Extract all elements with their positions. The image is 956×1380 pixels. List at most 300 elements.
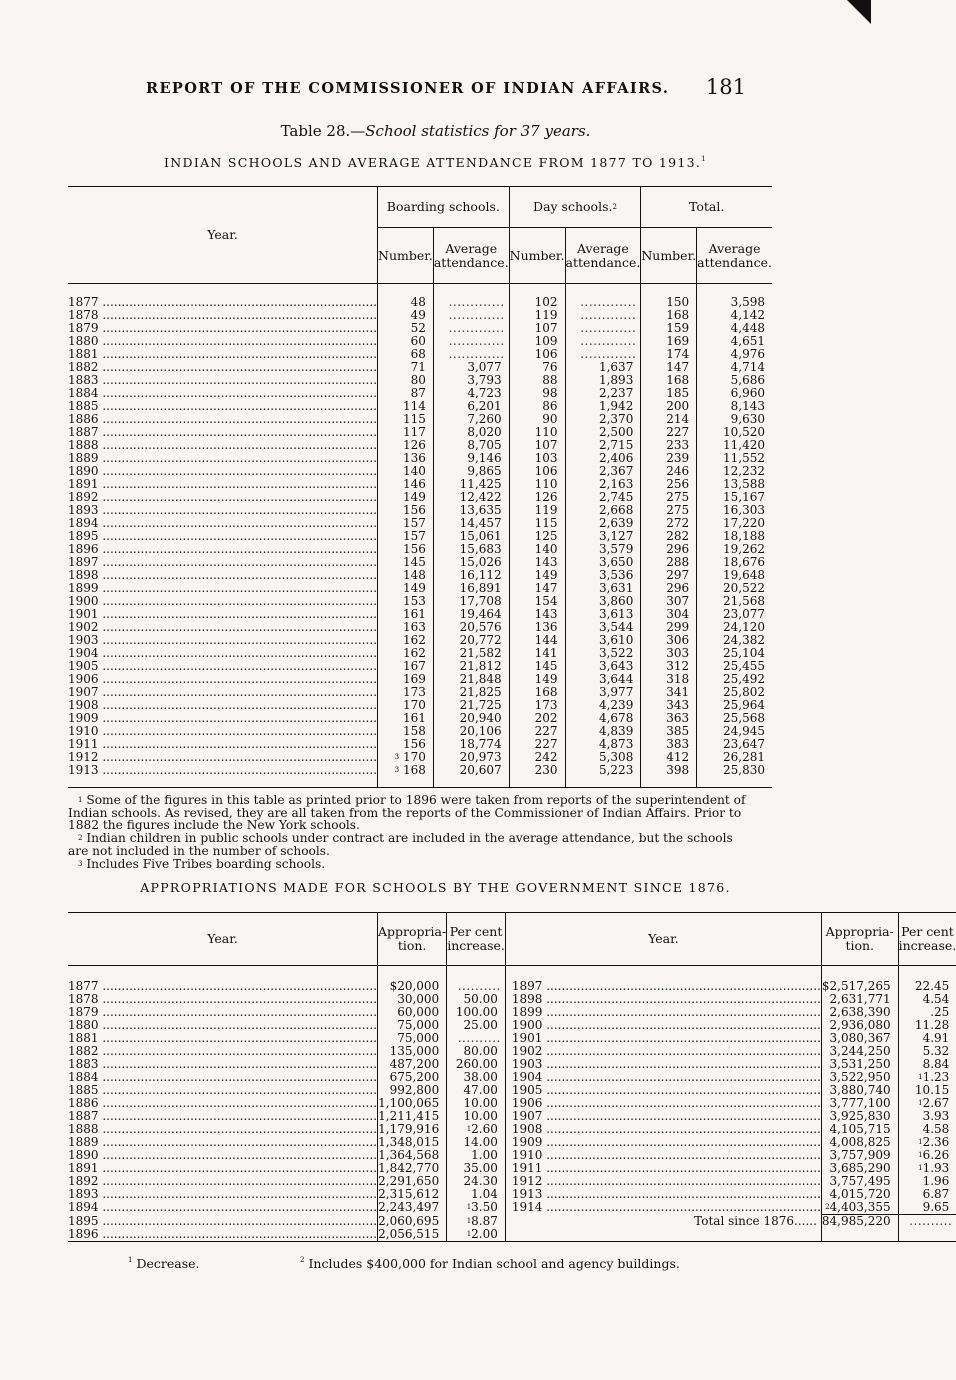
- boarding-number-value: 167: [402, 659, 426, 673]
- right-pct-value: 22.45: [914, 979, 950, 993]
- total-number-value: 272: [666, 516, 690, 530]
- right-appropriation-cell: [821, 966, 898, 994]
- col-day-mark: 2: [612, 203, 617, 211]
- left-appropriation-value: 1,100,065: [378, 1096, 440, 1110]
- year-value: 1879 .....: [68, 321, 377, 335]
- boarding-attendance-value: 3,077: [467, 360, 502, 374]
- footnote-2: [68, 832, 748, 857]
- col-day-text: Day schools.: [533, 199, 613, 214]
- year-value: 1886 .....: [68, 412, 377, 426]
- boarding-number-value: 161: [402, 607, 426, 621]
- empty-dots: ..........: [457, 979, 501, 993]
- page-corner-mark: [847, 0, 871, 24]
- boarding-number-value: 170: [402, 698, 426, 712]
- footnote-decrease: [128, 1256, 199, 1271]
- year-value: 1907 .....: [68, 685, 377, 699]
- year-value: 1887 .....: [68, 425, 377, 439]
- caption-italic: School statistics for 37 years.: [365, 122, 591, 140]
- col-boarding-header: Boarding schools.: [378, 187, 510, 228]
- footnote-1-text: Some of the figures in this table as printed prior to 1896 were taken from reports of the superintendent of Indian schools. As revised, they are all taken from the reports of the Commissioner of Indian Affairs. Prior to 1882 the figures include the New York schools.: [68, 793, 746, 833]
- day-number-value: 106: [534, 347, 558, 361]
- total-number-value: 185: [666, 386, 690, 400]
- boarding-number-value: 60: [410, 334, 426, 348]
- right-appropriation-value: 3,777,100: [829, 1096, 891, 1110]
- total-number-value: 174: [666, 347, 690, 361]
- right-year-value: 1913 .....: [512, 1187, 821, 1201]
- left-pct-value: 50.00: [463, 992, 498, 1006]
- total-attendance-value: 23,647: [722, 737, 765, 751]
- boarding-number-value: 156: [402, 737, 426, 751]
- table1-subtitle-mark: 1: [701, 155, 707, 163]
- total-attendance-value: 9,630: [730, 412, 765, 426]
- total-attendance-value: 12,232: [722, 464, 765, 478]
- year-value: 1890 .....: [68, 464, 377, 478]
- total-number-value: 233: [666, 438, 690, 452]
- col-day-header: [509, 187, 641, 228]
- total-attendance-value: 5,686: [730, 373, 765, 387]
- year-value: 1880 .....: [68, 334, 377, 348]
- total-value-cell: [821, 1215, 898, 1242]
- table1-footnotes: [68, 794, 748, 870]
- boarding-number-value: 149: [402, 581, 426, 595]
- right-appropriation-value: 3,522,950: [829, 1070, 891, 1084]
- total-attendance-value: 21,568: [722, 594, 765, 608]
- total-number-value: 412: [666, 750, 690, 764]
- total-attendance-value: 6,960: [730, 386, 765, 400]
- right-pct-value: 2.67: [922, 1096, 950, 1110]
- boarding-number-value: 168: [402, 763, 426, 777]
- caption-prefix: Table 28.—: [280, 122, 366, 140]
- boarding-attendance-value: 11,425: [459, 477, 502, 491]
- day-attendance-value: 3,631: [598, 581, 634, 595]
- right-year-value: 1902 .....: [512, 1044, 821, 1058]
- day-number-value: 147: [534, 581, 558, 595]
- day-attendance-value: 3,644: [598, 672, 634, 686]
- right-year-value: 1899 .....: [512, 1005, 821, 1019]
- year-value: 1902 .....: [68, 620, 377, 634]
- boarding-attendance-value: 12,422: [459, 490, 502, 504]
- table-row: [68, 764, 772, 788]
- left-appropriation-cell: [378, 1188, 447, 1201]
- footnote-3: [68, 858, 748, 871]
- right-appropriation-value: $2,517,265: [821, 979, 891, 993]
- table1-subtitle-text: INDIAN SCHOOLS AND AVERAGE ATTENDANCE FROM 1877 TO 1913.: [164, 155, 702, 170]
- right-year-value: 1908 .....: [512, 1122, 821, 1136]
- right-year-value: 1904 .....: [512, 1070, 821, 1084]
- left-year-value: 1877 .....: [68, 979, 377, 993]
- decrease-mark: 1: [918, 1151, 923, 1159]
- left-appropriation-value: 75,000: [397, 1031, 440, 1045]
- boarding-number-value: 117: [402, 425, 426, 439]
- day-attendance-cell: [565, 764, 641, 788]
- empty-dots: .............: [448, 295, 505, 309]
- boarding-number-header: Number.: [378, 228, 434, 284]
- day-attendance-value: 4,839: [598, 724, 634, 738]
- total-attendance-value: 4,976: [730, 347, 765, 361]
- table2-title: APPROPRIATIONS MADE FOR SCHOOLS BY THE GOVERNMENT SINCE 1876.: [140, 880, 731, 895]
- total-number-value: 307: [666, 594, 690, 608]
- left-year-value: 1883 .....: [68, 1057, 377, 1071]
- day-number-value: 149: [534, 672, 558, 686]
- left-pct-value: 47.00: [463, 1083, 498, 1097]
- total-attendance-value: 11,552: [722, 451, 765, 465]
- right-pct-value: 10.15: [914, 1083, 950, 1097]
- right-pct-value: 3.93: [922, 1109, 950, 1123]
- boarding-avg-header: Average attendance.: [433, 228, 509, 284]
- right-pct-value: 4.58: [922, 1122, 950, 1136]
- left-appropriation-value: 2,243,497: [378, 1200, 440, 1215]
- footnote-decrease-text: Decrease.: [136, 1256, 200, 1271]
- decrease-mark: 1: [918, 1099, 923, 1107]
- left-appropriation-value: 75,000: [397, 1018, 440, 1032]
- total-attendance-value: 25,492: [722, 672, 765, 686]
- empty-dots: .............: [580, 321, 637, 335]
- total-number-value: 200: [666, 399, 690, 413]
- left-pct-value: 10.00: [463, 1109, 498, 1123]
- day-number-value: 173: [534, 698, 558, 712]
- right-pct-cell: [898, 966, 956, 994]
- left-appropriation-cell: [378, 1201, 447, 1215]
- left-pct-value: 38.00: [463, 1070, 498, 1084]
- empty-dots: .............: [580, 308, 637, 322]
- left-year-value: 1879 .....: [68, 1005, 377, 1019]
- year-value: 1912 .....: [68, 750, 377, 764]
- year-value: 1881 .....: [68, 347, 377, 361]
- left-appropriation-value: 30,000: [397, 992, 440, 1006]
- left-year-value: 1890 .....: [68, 1148, 377, 1162]
- appr-left-pct-header: Per cent increase.: [447, 913, 506, 966]
- left-appropriation-value: 1,842,770: [378, 1161, 440, 1175]
- boarding-number-value: 136: [402, 451, 426, 465]
- day-attendance-value: 2,639: [598, 516, 634, 530]
- year-value: 1884 .....: [68, 386, 377, 400]
- table1-subtitle: [0, 155, 871, 170]
- total-attendance-value: 4,651: [730, 334, 765, 348]
- day-number-value: 126: [534, 490, 558, 504]
- right-year-cell: [505, 1201, 821, 1215]
- day-attendance-value: 2,370: [598, 412, 634, 426]
- day-number-value: 202: [534, 711, 558, 725]
- day-attendance-value: 2,237: [598, 386, 634, 400]
- total-number-value: 227: [666, 425, 690, 439]
- total-number-value: 306: [666, 633, 690, 647]
- left-pct-value: 2.60: [471, 1122, 498, 1136]
- total-number-value: 147: [666, 360, 690, 374]
- left-year-value: 1893 .....: [68, 1187, 377, 1201]
- right-year-value: 1897 .....: [512, 979, 821, 993]
- total-attendance-value: 10,520: [722, 425, 765, 439]
- school-statistics-table: [68, 186, 772, 788]
- table-row: [68, 1188, 956, 1201]
- footnote-decrease-mark: 1: [128, 1256, 133, 1264]
- day-attendance-value: 3,613: [598, 607, 634, 621]
- day-number-value: 227: [534, 724, 558, 738]
- right-year-value: 1912 .....: [512, 1174, 821, 1188]
- day-number-value: 144: [534, 633, 558, 647]
- table-row: [68, 1201, 956, 1215]
- total-number-value: 275: [666, 490, 690, 504]
- left-year-value: 1884 .....: [68, 1070, 377, 1084]
- total-attendance-value: 19,262: [722, 542, 765, 556]
- right-pct-value: 1.93: [922, 1161, 950, 1175]
- total-attendance-value: 13,588: [722, 477, 765, 491]
- total-number-value: 275: [666, 503, 690, 517]
- boarding-attendance-value: 16,891: [459, 581, 502, 595]
- total-number-value: 363: [666, 711, 690, 725]
- right-year-value: 1905 .....: [512, 1083, 821, 1097]
- right-pct-value: 2.36: [922, 1135, 950, 1149]
- boarding-attendance-value: 16,112: [459, 568, 502, 582]
- right-pct-value: 5.32: [922, 1044, 950, 1058]
- right-pct-value: 1.96: [922, 1174, 950, 1188]
- empty-dots: .............: [580, 347, 637, 361]
- left-year-value: 1891 .....: [68, 1161, 377, 1175]
- right-year-value: 1909 .....: [512, 1135, 821, 1149]
- boarding-number-value: 156: [402, 503, 426, 517]
- left-pct-value: 24.30: [463, 1174, 498, 1188]
- left-year-value: 1889 .....: [68, 1135, 377, 1149]
- year-value: 1910 .....: [68, 724, 377, 738]
- right-appropriation-value: 4,008,825: [829, 1135, 891, 1149]
- total-attendance-value: 11,420: [722, 438, 765, 452]
- right-pct-cell: [898, 1201, 956, 1215]
- day-number-value: 115: [534, 516, 558, 530]
- total-attendance-value: 25,964: [722, 698, 765, 712]
- left-year-value: 1887 .....: [68, 1109, 377, 1123]
- left-pct-value: 14.00: [463, 1135, 498, 1149]
- right-year-cell: [505, 966, 821, 994]
- right-appropriation-value: 3,757,495: [829, 1174, 891, 1188]
- left-appropriation-value: 2,060,695: [378, 1213, 440, 1228]
- footnote-buildings: [300, 1256, 680, 1271]
- right-appropriation-cell: [821, 1201, 898, 1215]
- col-year-header: Year.: [68, 187, 378, 284]
- boarding-number-value: 114: [402, 399, 426, 413]
- total-attendance-value: 24,120: [722, 620, 765, 634]
- day-attendance-value: 2,745: [598, 490, 634, 504]
- right-appropriation-value: 4,105,715: [829, 1122, 891, 1136]
- total-number-value: 239: [666, 451, 690, 465]
- day-number-value: 90: [542, 412, 558, 426]
- appropriations-table: [68, 912, 956, 1242]
- day-attendance-value: 2,500: [598, 425, 634, 439]
- right-appropriation-value: 2,936,080: [829, 1018, 891, 1032]
- boarding-attendance-value: 15,061: [459, 529, 502, 543]
- boarding-attendance-cell: [433, 764, 509, 788]
- boarding-number-value: 87: [410, 386, 426, 400]
- decrease-mark: 1: [466, 1229, 472, 1238]
- boarding-attendance-value: 8,705: [467, 438, 502, 452]
- boarding-number-value: 173: [402, 685, 426, 699]
- right-pct-value: 6.87: [922, 1187, 950, 1201]
- left-appropriation-cell: [378, 1228, 447, 1242]
- footnote-buildings-mark: 2: [300, 1256, 305, 1264]
- total-number-value: 296: [666, 542, 690, 556]
- left-pct-value: 8.87: [471, 1213, 498, 1228]
- boarding-number-value: 146: [402, 477, 426, 491]
- year-cell: [68, 764, 378, 788]
- boarding-attendance-value: 13,635: [459, 503, 502, 517]
- boarding-attendance-value: 21,582: [459, 646, 502, 660]
- boarding-attendance-value: 20,772: [459, 633, 502, 647]
- left-year-value: 1892 .....: [68, 1174, 377, 1188]
- left-appropriation-value: 2,291,650: [378, 1174, 440, 1188]
- left-appropriation-value: 1,179,916: [378, 1122, 440, 1136]
- left-year-value: 1878 .....: [68, 992, 377, 1006]
- year-value: 1908 .....: [68, 698, 377, 712]
- year-value: 1898 .....: [68, 568, 377, 582]
- school-statistics-body: [68, 284, 772, 788]
- total-number-header: Number.: [641, 228, 697, 284]
- total-attendance-value: 24,945: [722, 724, 765, 738]
- right-year-value: 1911 .....: [512, 1161, 821, 1175]
- left-appropriation-value: 60,000: [397, 1005, 440, 1019]
- left-year-cell: [68, 1188, 378, 1201]
- boarding-attendance-value: 4,723: [467, 386, 502, 400]
- right-appropriation-value: 3,880,740: [829, 1083, 891, 1097]
- total-attendance-value: 18,188: [722, 529, 765, 543]
- day-number-value: 143: [534, 555, 558, 569]
- day-attendance-value: 1,893: [598, 373, 634, 387]
- boarding-number-value: 148: [402, 568, 426, 582]
- total-number-value: 318: [666, 672, 690, 686]
- left-appropriation-cell: [378, 966, 447, 994]
- appr-right-pct-header: Per cent increase.: [898, 913, 956, 966]
- table-caption: [0, 122, 871, 140]
- total-number-value: 383: [666, 737, 690, 751]
- decrease-mark: 1: [918, 1073, 923, 1081]
- empty-dots: .............: [448, 321, 505, 335]
- day-attendance-value: 5,308: [598, 750, 634, 764]
- year-value: 1911 .....: [68, 737, 377, 751]
- decrease-mark: 1: [918, 1164, 923, 1172]
- left-appropriation-value: 2,056,515: [378, 1226, 440, 1241]
- decrease-mark: 1: [466, 1203, 472, 1212]
- right-appropriation-value: 2,631,771: [829, 992, 891, 1006]
- day-attendance-value: 3,544: [598, 620, 634, 634]
- col-total-header: Total.: [641, 187, 772, 228]
- year-cell: [68, 284, 378, 310]
- empty-dots: .............: [448, 334, 505, 348]
- boarding-number-cell: [378, 764, 434, 788]
- year-value: 1909 .....: [68, 711, 377, 725]
- boarding-attendance-value: 8,020: [467, 425, 502, 439]
- decrease-mark: 1: [466, 1125, 472, 1133]
- total-avg-header: Average attendance.: [697, 228, 772, 284]
- boarding-attendance-value: 18,774: [459, 737, 502, 751]
- total-number-value: 398: [666, 763, 690, 777]
- left-year-value: 1895 .....: [68, 1214, 377, 1228]
- left-appropriation-value: 675,200: [389, 1070, 440, 1084]
- right-pct-value: 6.26: [922, 1148, 950, 1162]
- empty-dots: .............: [580, 295, 637, 309]
- year-value: 1896 .....: [68, 542, 377, 556]
- day-attendance-value: 3,579: [598, 542, 634, 556]
- day-number-cell: [509, 764, 565, 788]
- right-year-value: 1914 .....: [512, 1200, 821, 1214]
- total-number-value: 296: [666, 581, 690, 595]
- boarding-number-value: 80: [410, 373, 426, 387]
- boarding-number-value: 145: [402, 555, 426, 569]
- day-number-value: 109: [534, 334, 558, 348]
- left-pct-cell: [447, 1201, 506, 1215]
- year-value: 1891 .....: [68, 477, 377, 491]
- day-attendance-cell: [565, 284, 641, 310]
- table-row: [68, 966, 956, 994]
- right-year-cell: [505, 1188, 821, 1201]
- day-number-cell: [509, 284, 565, 310]
- year-value: 1895 .....: [68, 529, 377, 543]
- boarding-number-value: 115: [402, 412, 426, 426]
- boarding-number-value: 169: [402, 672, 426, 686]
- day-number-value: 110: [534, 477, 558, 491]
- total-attendance-value: 4,714: [730, 360, 765, 374]
- right-appropriation-value: 2,638,390: [829, 1005, 891, 1019]
- empty-dots: ..........: [457, 1031, 501, 1045]
- total-attendance-value: 25,830: [722, 763, 765, 777]
- boarding-number-value: 161: [402, 711, 426, 725]
- table-bottom-rule: [68, 1241, 956, 1242]
- year-value: 1894 .....: [68, 516, 377, 530]
- day-number-value: 136: [534, 620, 558, 634]
- right-appropriation-value: 3,925,830: [829, 1109, 891, 1123]
- day-attendance-value: 2,715: [598, 438, 634, 452]
- left-pct-value: 25.00: [463, 1018, 498, 1032]
- left-pct-value: 100.00: [455, 1005, 498, 1019]
- left-year-value: 1881 .....: [68, 1031, 377, 1045]
- year-value: 1901 .....: [68, 607, 377, 621]
- buildings-mark: 2: [825, 1203, 830, 1211]
- right-appropriation-value: 3,757,909: [829, 1148, 891, 1162]
- boarding-attendance-value: 9,146: [467, 451, 502, 465]
- left-year-value: 1888 .....: [68, 1122, 377, 1136]
- right-appropriation-value: 3,685,290: [829, 1161, 891, 1175]
- boarding-attendance-value: 7,260: [467, 412, 502, 426]
- day-number-value: 119: [534, 503, 558, 517]
- day-number-value: 103: [534, 451, 558, 465]
- boarding-number-value: 126: [402, 438, 426, 452]
- total-attendance-value: 8,143: [730, 399, 765, 413]
- day-number-value: 107: [534, 438, 558, 452]
- appr-right-amount-header: Appropria-tion.: [821, 913, 898, 966]
- day-attendance-value: 2,367: [598, 464, 634, 478]
- total-attendance-value: 25,104: [722, 646, 765, 660]
- day-attendance-value: 3,127: [598, 529, 634, 543]
- total-attendance-value: 4,448: [730, 321, 765, 335]
- empty-dots: ..........: [909, 1214, 953, 1228]
- total-number-value: 343: [666, 698, 690, 712]
- boarding-number-value: 156: [402, 542, 426, 556]
- boarding-attendance-value: 19,464: [459, 607, 502, 621]
- day-number-value: 154: [534, 594, 558, 608]
- total-label-cell: Total since 1876......: [505, 1215, 821, 1242]
- year-value: 1904 .....: [68, 646, 377, 660]
- total-attendance-value: 19,648: [722, 568, 765, 582]
- total-attendance-value: 16,303: [722, 503, 765, 517]
- total-number-value: 304: [666, 607, 690, 621]
- row-note-mark: 3: [394, 753, 400, 761]
- total-attendance-cell: [697, 764, 772, 788]
- left-pct-value: 2.00: [471, 1226, 498, 1241]
- total-attendance-cell: [697, 284, 772, 310]
- left-appropriation-value: 1,364,568: [378, 1148, 440, 1162]
- boarding-attendance-value: 21,825: [459, 685, 502, 699]
- right-year-value: 1900 .....: [512, 1018, 821, 1032]
- row-note-mark: 3: [394, 766, 400, 774]
- day-attendance-value: 3,977: [598, 685, 634, 699]
- day-number-value: 145: [534, 659, 558, 673]
- total-attendance-value: 24,382: [722, 633, 765, 647]
